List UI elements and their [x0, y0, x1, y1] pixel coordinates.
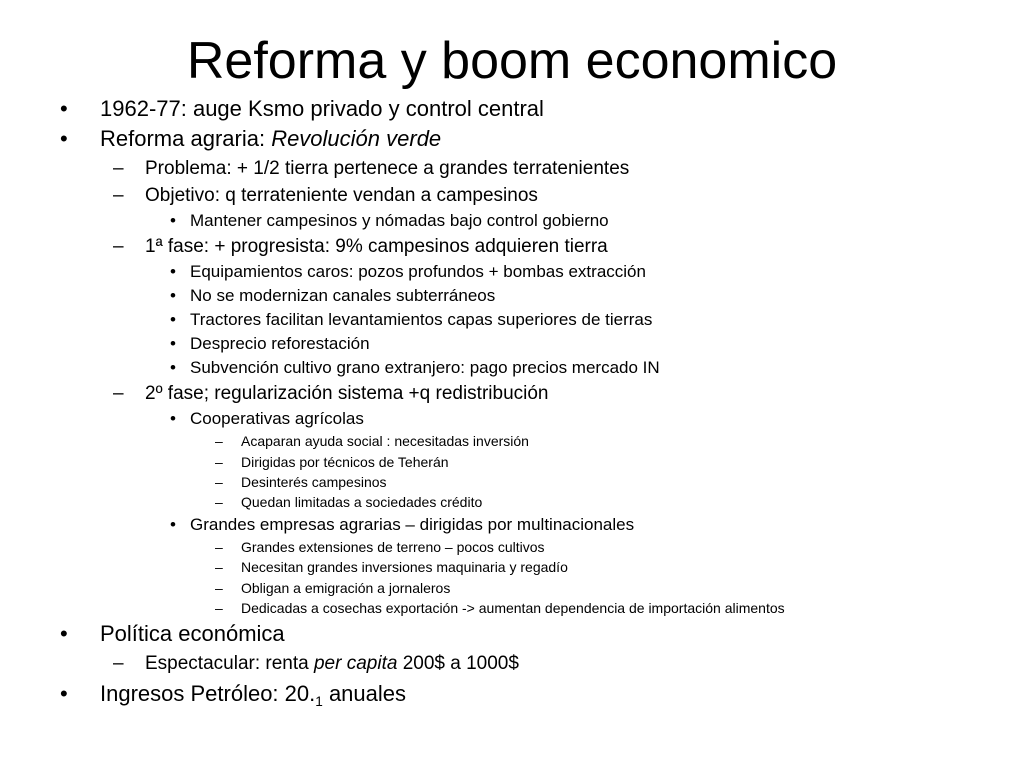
dash-marker: – [215, 494, 223, 510]
bullet-marker: • [60, 621, 68, 646]
sub-item-text-after: 200$ a 1000$ [397, 653, 519, 674]
sub-item-text: 2º fase; regularización sistema +q redistribución [145, 383, 549, 404]
dash-marker: – [113, 653, 124, 674]
detail-item-text: Desinterés campesinos [241, 474, 387, 490]
sub-item-text: 1ª fase: + progresista: 9% campesinos adquieren tierra [145, 236, 608, 257]
dash-marker: – [113, 383, 124, 404]
bullet-marker: • [170, 211, 176, 230]
dash-marker: – [215, 559, 223, 575]
detail-item-text: Obligan a emigración a jornaleros [241, 580, 451, 596]
sub-item-emphasis: per capita [313, 653, 398, 674]
bullet-text: Ingresos Petróleo: 20. [100, 681, 316, 706]
bullet-marker: • [170, 286, 176, 305]
slide-title: Reforma y boom economico [186, 32, 838, 90]
sub-item-text-group [145, 652, 519, 676]
bullet-marker: • [170, 262, 176, 281]
dash-marker: – [113, 236, 124, 257]
bullet-text-group [100, 681, 406, 707]
bullet-marker: • [60, 681, 68, 706]
detail-item-text: Dirigidas por técnicos de Teherán [241, 454, 449, 470]
bullet-marker: • [60, 126, 68, 151]
sub-sub-item-text: No se modernizan canales subterráneos [190, 286, 496, 305]
bullet-text: Reforma agraria: [100, 126, 272, 151]
sub-sub-item-text: Mantener campesinos y nómadas bajo control gobierno [190, 211, 609, 230]
detail-item-text: Acaparan ayuda social : necesitadas inversión [241, 433, 529, 449]
sub-sub-item-text: Grandes empresas agrarias – dirigidas por multinacionales [190, 515, 635, 534]
bullet-marker: • [170, 334, 176, 353]
detail-item-text: Grandes extensiones de terreno – pocos cultivos [241, 539, 545, 555]
sub-sub-item-text: Desprecio reforestación [190, 334, 370, 353]
sub-item-text: Objetivo: q terrateniente vendan a campesinos [145, 185, 538, 206]
bullet-text: Política económica [100, 621, 285, 646]
bullet-marker: • [60, 96, 68, 121]
dash-marker: – [113, 185, 124, 206]
detail-item-text: Necesitan grandes inversiones maquinaria y regadío [241, 559, 568, 575]
sub-sub-item-text: Subvención cultivo grano extranjero: pago precios mercado IN [190, 358, 660, 377]
bullet-marker: • [170, 310, 176, 329]
detail-item-text: Quedan limitadas a sociedades crédito [241, 494, 483, 510]
dash-marker: – [215, 433, 223, 449]
detail-item-text: Dedicadas a cosechas exportación -> aumentan dependencia de importación alimentos [241, 600, 785, 616]
sub-item-text: Problema: + 1/2 tierra pertenece a grandes terratenientes [145, 158, 630, 179]
bullet-marker: • [170, 515, 176, 534]
bullet-text: 1962-77: auge Ksmo privado y control central [100, 96, 544, 121]
sub-sub-item-text: Cooperativas agrícolas [190, 409, 364, 428]
subscript: 1 [315, 694, 323, 709]
dash-marker: – [215, 474, 223, 490]
bullet-marker: • [170, 358, 176, 377]
dash-marker: – [215, 580, 223, 596]
sub-item-text: Espectacular: renta [145, 653, 314, 674]
bullet-emphasis: Revolución verde [271, 126, 442, 151]
bullet-marker: • [170, 409, 176, 428]
dash-marker: – [215, 539, 223, 555]
bullet-text-group [100, 126, 441, 152]
dash-marker: – [113, 158, 124, 179]
dash-marker: – [215, 454, 223, 470]
bullet-text-after: anuales [322, 681, 407, 706]
sub-sub-item-text: Equipamientos caros: pozos profundos + bombas extracción [190, 262, 646, 281]
dash-marker: – [215, 600, 223, 616]
sub-sub-item-text: Tractores facilitan levantamientos capas superiores de tierras [190, 310, 653, 329]
